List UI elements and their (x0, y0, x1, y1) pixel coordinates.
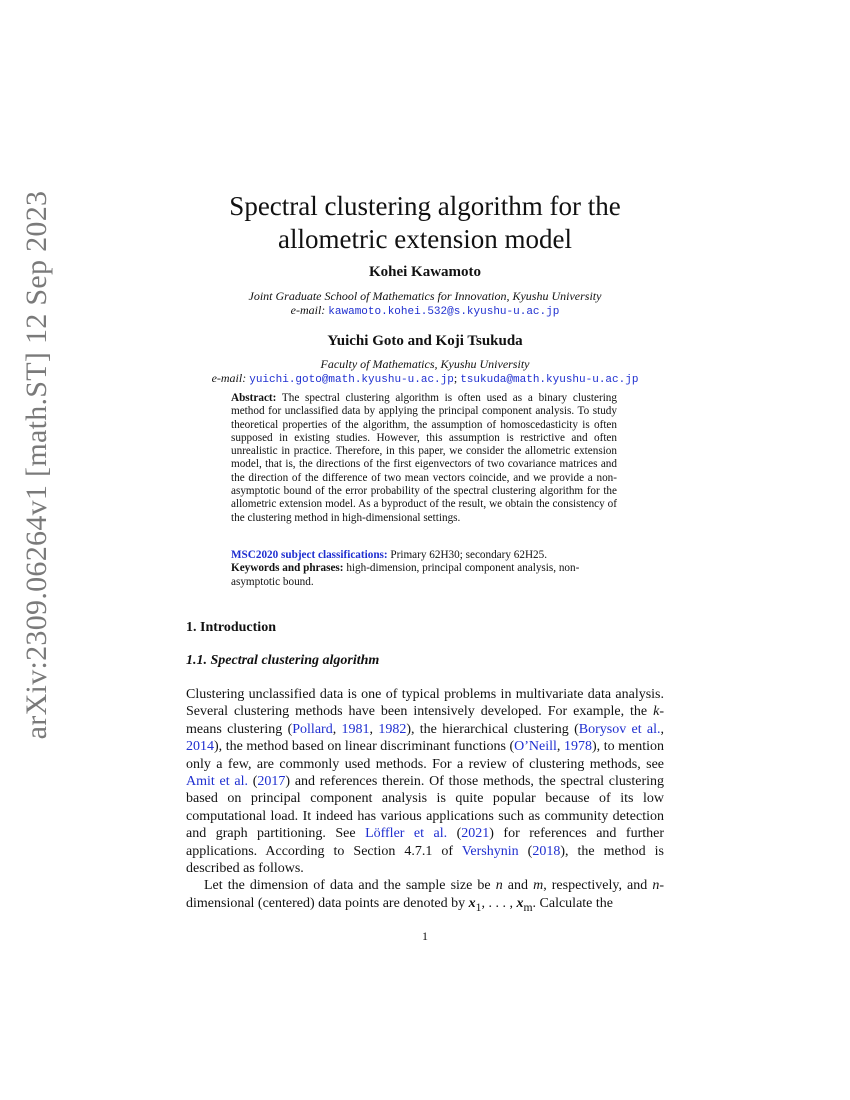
text: ), to mention only a few, are commonly used methods. For a review of clustering methods, see (186, 739, 665, 772)
author-1-affiliation: Joint Graduate School of Mathematics for Innovation, Kyushu University (248, 289, 602, 303)
text: , (556, 739, 564, 755)
text: ) and references therein. Of those methods, the spectral clustering based on principal component analysis is quite popular because of its low computational load. It indeed has various applications such as community detection and graph partitioning. See (186, 774, 664, 842)
author-2-email-line (140, 371, 710, 386)
citation-link[interactable]: 2014 (186, 739, 214, 755)
author-1-name: Kohei Kawamoto (368, 264, 482, 280)
email-label: e-mail: (290, 303, 326, 317)
text: ) for references and further applications. According to Section 4.7.1 of (186, 826, 664, 859)
text: ), the method based on linear discriminant functions ( (214, 739, 515, 755)
math-n: n (652, 878, 660, 894)
title-line-2: allometric extension model (278, 224, 572, 254)
abstract (231, 392, 617, 525)
text: -dimensional (centered) data points are denoted by (186, 878, 664, 911)
text: ), the hierarchical clustering ( (406, 721, 579, 737)
citation-link[interactable]: 2018 (532, 843, 561, 859)
paragraph-2 (186, 877, 664, 916)
author-1-email-link[interactable]: kawamoto.kohei.532@s.kyushu-u.ac.jp (328, 306, 560, 318)
text: Let the dimension of data and the sample size be (204, 878, 496, 894)
citation-link[interactable]: 1981 (341, 721, 370, 737)
citation-link[interactable]: 2017 (257, 774, 286, 790)
text: -means clustering ( (186, 704, 664, 737)
paper-title (140, 190, 710, 256)
subsection-heading: 1.1. Spectral clustering algorithm (186, 653, 380, 668)
msc-label-link[interactable]: MSC2020 subject classifications: (231, 549, 388, 561)
text: . Calculate the (532, 895, 613, 911)
author-2-affiliation: Faculty of Mathematics, Kyushu University (320, 357, 530, 371)
citation-link[interactable]: 2021 (461, 826, 490, 842)
text: ( (447, 826, 462, 842)
citation-link[interactable]: Vershynin (461, 843, 519, 859)
text: and (502, 878, 534, 894)
keywords-label: Keywords and phrases: (231, 562, 344, 575)
arxiv-stamp (12, 190, 62, 740)
text: , (660, 721, 665, 737)
title-line-1: Spectral clustering algorithm for the (229, 191, 621, 221)
text: ( (518, 843, 533, 859)
text: , respectively, and (543, 878, 653, 894)
email-label: e-mail: (211, 371, 247, 385)
keywords-line (231, 562, 617, 589)
text: , . . . , (481, 895, 517, 911)
author-1-email-line (140, 303, 710, 318)
classification-block (231, 549, 617, 589)
math-m: m (533, 878, 544, 894)
math-subscript: 1 (475, 900, 482, 914)
email-separator: ; (453, 371, 458, 385)
citation-link[interactable]: Borysov et al. (578, 721, 661, 737)
arxiv-stamp-text: arXiv:2309.06264v1 [math.ST] 12 Sep 2023 (20, 190, 53, 740)
citation-link[interactable]: O’Neill (514, 739, 557, 755)
citation-link[interactable]: Amit et al. (186, 774, 248, 790)
author-2-email-link-1[interactable]: yuichi.goto@math.kyushu-u.ac.jp (249, 374, 454, 386)
math-subscript: m (523, 900, 533, 914)
math-x: x (516, 895, 524, 911)
abstract-label: Abstract: (231, 392, 277, 404)
page-number: 1 (422, 929, 428, 943)
text: , (332, 721, 342, 737)
author-2-names: Yuichi Goto and Koji Tsukuda (327, 333, 523, 349)
citation-link[interactable]: Pollard (292, 721, 333, 737)
section-heading: 1. Introduction (186, 620, 276, 635)
text: , (369, 721, 379, 737)
abstract-text: The spectral clustering algorithm is often used as a binary clustering method for unclassified data by applying the principal component analysis. To study theoretical properties of the algorithm, the assumption of homoscedasticity is often supposed in existing studies. However, this assumption is restrictive and often unrealistic in practice. Therefore, in this paper, we consider the allometric extension model, that is, the directions of the first eigenvectors of two covariance matrices and the direction of the difference of two mean vectors coincide, and we provide a non-asymptotic bound of the error probability of the spectral clustering algorithm for the allometric extension model. As a byproduct of the result, we obtain the consistency of the clustering method in high-dimensional settings. (231, 392, 617, 524)
text: Clustering unclassified data is one of typical problems in multivariate data analysis. Several clustering methods have been intensively developed. For example, the (186, 687, 664, 720)
math-n: n (495, 878, 503, 894)
keywords-text: high-dimension, principal component analysis, non-asymptotic bound. (231, 562, 580, 588)
math-x: x (468, 895, 476, 911)
citation-link[interactable]: Löffler et al. (365, 826, 448, 842)
citation-link[interactable]: 1982 (378, 721, 407, 737)
body-text (186, 686, 664, 916)
math-k: k (653, 704, 660, 720)
msc-text: Primary 62H30; secondary 62H25. (390, 549, 548, 561)
text: ( (247, 774, 258, 790)
text: ), the method is described as follows. (186, 843, 664, 877)
author-2-email-link-2[interactable]: tsukuda@math.kyushu-u.ac.jp (460, 374, 639, 386)
paragraph-1 (186, 686, 664, 877)
msc-line (231, 549, 617, 562)
citation-link[interactable]: 1978 (563, 739, 592, 755)
